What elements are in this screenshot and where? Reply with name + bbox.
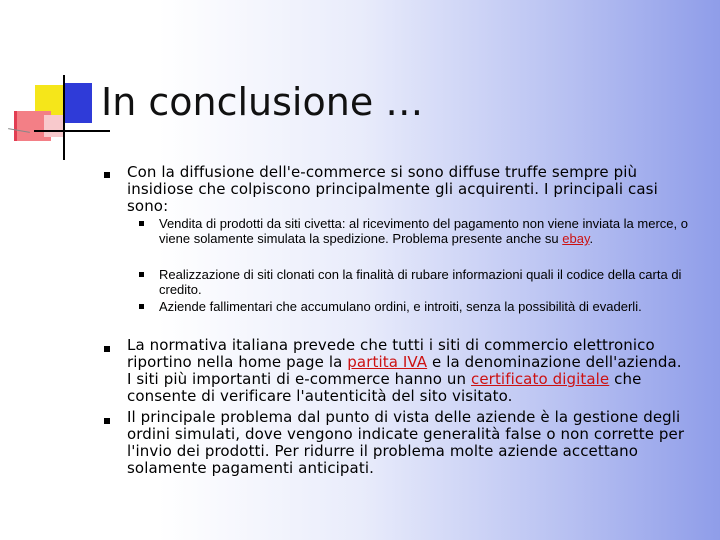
sub-point-bankrupt-companies: Aziende fallimentari che accumulano ordini, e introiti, senza la possibilità di evaderli. <box>159 299 642 314</box>
point-ecommerce-frauds: Con la diffusione dell'e-commerce si sono diffuse truffe sempre più insidiose che colpiscono principalmente gli acquirenti. I principali casi sono: <box>127 163 658 215</box>
sub-point-cloned-sites: Realizzazione di siti clonati con la finalità di rubare informazioni quali il codice della carta di credito. <box>159 267 682 297</box>
bullet-marker <box>104 346 110 352</box>
ebay-link[interactable]: ebay <box>562 231 590 246</box>
bullet-marker <box>104 172 110 178</box>
slide-title: In conclusione … <box>101 80 424 124</box>
bullet-marker <box>104 418 110 424</box>
sub-bullet-marker <box>139 304 144 309</box>
sub-bullet-marker <box>139 272 144 277</box>
certificato-digitale-link[interactable]: certificato digitale <box>471 370 610 388</box>
sub-bullet-marker <box>139 221 144 226</box>
point-simulated-orders: Il principale problema dal punto di vista delle aziende è la gestione degli ordini simulati, dove vengono indicate generalità false o non corrette per l'invio dei prodotti. Per ridurre il problema molte aziende accettano solamente pagamenti anticipati. <box>127 408 685 477</box>
partita-iva-link[interactable]: partita IVA <box>347 353 428 371</box>
decorative-squares-logo <box>0 75 110 165</box>
sub-point-fake-sites: Vendita di prodotti da siti civetta: al ricevimento del pagamento non viene inviata la merce, o viene solamente simulata la spedizione. Problema presente anche su ebay. <box>159 216 688 246</box>
point-italian-regulation: La normativa italiana prevede che tutti i siti di commercio elettronico riportino nella home page la partita IVA e la denominazione dell'azienda. I siti più importanti di e-commerce hanno un certificato digitale che consente di verificare l'autenticità del sito visitato. <box>127 336 682 405</box>
